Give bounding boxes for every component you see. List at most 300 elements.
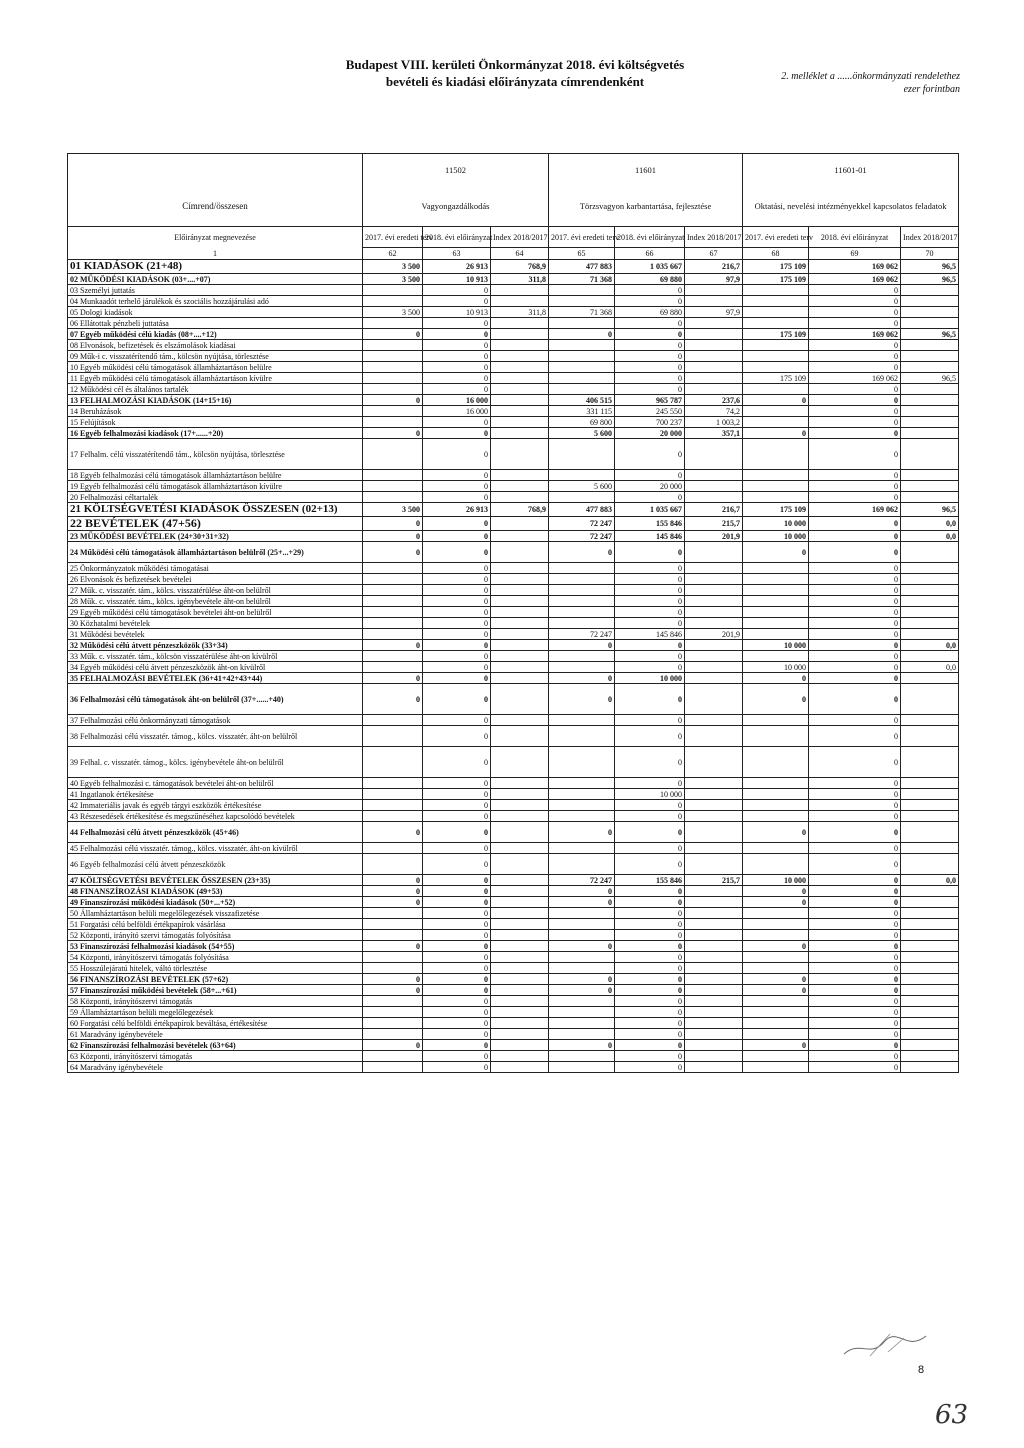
cell-value: 0 xyxy=(809,296,901,307)
cell-value xyxy=(549,930,615,941)
table-row xyxy=(68,470,959,481)
cell-value xyxy=(363,296,423,307)
cell-value xyxy=(743,417,809,428)
cell-value xyxy=(363,1007,423,1018)
cell-value: 0 xyxy=(809,854,901,875)
cell-value xyxy=(491,340,549,351)
cell-value xyxy=(685,651,743,662)
cell-value xyxy=(491,952,549,963)
cell-value: 0 xyxy=(809,607,901,618)
cell-value xyxy=(549,373,615,384)
cell-value: 0 xyxy=(809,1007,901,1018)
cell-value xyxy=(549,843,615,854)
cell-value xyxy=(685,285,743,296)
cell-value: 0 xyxy=(615,1040,685,1051)
cell-value: 0 xyxy=(363,395,423,406)
table-row xyxy=(68,800,959,811)
cell-value: 3 500 xyxy=(363,274,423,285)
cell-value: 0 xyxy=(423,373,491,384)
cell-value: 0 xyxy=(423,789,491,800)
row-label: 46 Egyéb felhalmozási célú átvett pénzeszközök xyxy=(68,854,363,875)
cell-value: 0 xyxy=(423,492,491,503)
cell-value: 10 913 xyxy=(423,274,491,285)
row-label: 29 Egyéb működési célú támogatások bevételei áht-on belülről xyxy=(68,607,363,618)
cell-value: 0 xyxy=(809,492,901,503)
cell-value xyxy=(743,406,809,417)
cell-value: 768,9 xyxy=(491,503,549,517)
table-row xyxy=(68,542,959,563)
cell-value xyxy=(743,1051,809,1062)
cell-value: 0 xyxy=(615,1018,685,1029)
cell-value xyxy=(901,886,959,897)
cell-value xyxy=(491,800,549,811)
row-label: 36 Felhalmozási célú támogatások áht-on belülről (37+......+40) xyxy=(68,684,363,715)
cell-value xyxy=(743,439,809,470)
cell-value: 0 xyxy=(615,800,685,811)
cell-value xyxy=(901,789,959,800)
cell-value xyxy=(491,886,549,897)
cell-value xyxy=(743,1007,809,1018)
cell-value xyxy=(743,563,809,574)
cell-value: 0 xyxy=(809,574,901,585)
cell-value: 0 xyxy=(743,428,809,439)
cell-value: 0 xyxy=(809,542,901,563)
table-row xyxy=(68,941,959,952)
cell-value xyxy=(901,930,959,941)
sub-header: Index 2018/2017 xyxy=(901,227,959,248)
cell-value: 0 xyxy=(549,941,615,952)
cell-value xyxy=(549,1007,615,1018)
cell-value xyxy=(491,351,549,362)
cell-value xyxy=(901,1007,959,1018)
cell-value xyxy=(743,607,809,618)
cell-value xyxy=(901,351,959,362)
cell-value: 0 xyxy=(615,651,685,662)
row-label: 33 Műk. c. visszatér. tám., kölcsön visszatérülése áht-on kívülről xyxy=(68,651,363,662)
cell-value xyxy=(549,596,615,607)
cell-value xyxy=(491,542,549,563)
cell-value xyxy=(685,919,743,930)
table-row xyxy=(68,726,959,747)
cell-value xyxy=(901,340,959,351)
cell-value xyxy=(491,417,549,428)
cell-value xyxy=(491,726,549,747)
row-label: 16 Egyéb felhalmozási kiadások (17+......+20) xyxy=(68,428,363,439)
cell-value xyxy=(685,985,743,996)
cell-value xyxy=(685,952,743,963)
cell-value: 477 883 xyxy=(549,260,615,274)
cell-value: 0 xyxy=(615,1007,685,1018)
cell-value xyxy=(901,673,959,684)
cell-value xyxy=(743,285,809,296)
cell-value xyxy=(363,952,423,963)
cell-value xyxy=(491,908,549,919)
cell-value: 0 xyxy=(363,542,423,563)
group-name: Törzsvagyon karbantartása, fejlesztése xyxy=(549,186,743,227)
cell-value: 175 109 xyxy=(743,503,809,517)
row-label: 18 Egyéb felhalmozási célú támogatások államháztartáson belülre xyxy=(68,470,363,481)
cell-value: 0 xyxy=(363,822,423,843)
cell-value xyxy=(549,800,615,811)
cell-value xyxy=(901,897,959,908)
cell-value xyxy=(363,908,423,919)
cell-value: 0 xyxy=(363,897,423,908)
cell-value xyxy=(491,618,549,629)
cell-value xyxy=(363,811,423,822)
cell-value xyxy=(363,662,423,673)
cell-value: 0 xyxy=(549,886,615,897)
cell-value: 0 xyxy=(809,908,901,919)
row-label: 19 Egyéb felhalmozási célú támogatások államháztartáson kívülre xyxy=(68,481,363,492)
cell-value xyxy=(549,470,615,481)
cell-value xyxy=(743,952,809,963)
cell-value xyxy=(901,1040,959,1051)
cell-value: 406 515 xyxy=(549,395,615,406)
table-row xyxy=(68,428,959,439)
row-label: 43 Részesedések értékesítése és megszűnéséhez kapcsolódó bevételek xyxy=(68,811,363,822)
cell-value: 0 xyxy=(615,585,685,596)
cell-value: 0 xyxy=(549,822,615,843)
cell-value xyxy=(685,329,743,340)
cell-value: 0,0 xyxy=(901,531,959,542)
row-label: 22 BEVÉTELEK (47+56) xyxy=(68,517,363,531)
row-label: 53 Finanszírozási felhalmozási kiadások (54+55) xyxy=(68,941,363,952)
cell-value: 0 xyxy=(809,481,901,492)
cell-value: 69 800 xyxy=(549,417,615,428)
cell-value xyxy=(685,822,743,843)
cell-value: 0 xyxy=(809,963,901,974)
cell-value: 5 600 xyxy=(549,481,615,492)
cell-value xyxy=(491,919,549,930)
col-number: 69 xyxy=(809,248,901,260)
cell-value xyxy=(685,800,743,811)
cell-value xyxy=(685,362,743,373)
row-label: 26 Elvonások és befizetések bevételei xyxy=(68,574,363,585)
cell-value xyxy=(685,640,743,651)
cell-value xyxy=(491,747,549,778)
cell-value xyxy=(901,778,959,789)
cell-value xyxy=(743,596,809,607)
cell-value: 0 xyxy=(615,715,685,726)
cell-value: 331 115 xyxy=(549,406,615,417)
page-title xyxy=(300,56,730,90)
cell-value: 0 xyxy=(423,1051,491,1062)
cell-value: 0 xyxy=(423,542,491,563)
table-row xyxy=(68,1051,959,1062)
row-label: 52 Központi, irányító szervi támogatás folyósítása xyxy=(68,930,363,941)
cell-value: 0 xyxy=(809,470,901,481)
table-row xyxy=(68,585,959,596)
cell-value xyxy=(363,318,423,329)
table-row xyxy=(68,778,959,789)
cell-value: 0 xyxy=(809,351,901,362)
cell-value: 0 xyxy=(809,395,901,406)
cell-value: 0 xyxy=(809,596,901,607)
cell-value xyxy=(901,574,959,585)
cell-value: 0 xyxy=(743,974,809,985)
cell-value: 0 xyxy=(615,362,685,373)
cell-value: 0 xyxy=(743,822,809,843)
row-label: 08 Elvonások, befizetések és elszámolások kiadásai xyxy=(68,340,363,351)
cell-value xyxy=(743,384,809,395)
cell-value xyxy=(549,811,615,822)
cell-value xyxy=(685,1040,743,1051)
cell-value: 20 000 xyxy=(615,481,685,492)
cell-value xyxy=(363,585,423,596)
cell-value xyxy=(901,1051,959,1062)
cell-value xyxy=(685,974,743,985)
cell-value: 965 787 xyxy=(615,395,685,406)
cell-value: 0 xyxy=(423,417,491,428)
cell-value: 0 xyxy=(615,897,685,908)
col-number: 70 xyxy=(901,248,959,260)
table-row xyxy=(68,854,959,875)
cell-value: 175 109 xyxy=(743,274,809,285)
row-label: 11 Egyéb működési célú támogatások államháztartáson kívülre xyxy=(68,373,363,384)
cell-value xyxy=(363,726,423,747)
row-label: 62 Finanszírozási felhalmozási bevételek (63+64) xyxy=(68,1040,363,1051)
cell-value: 0 xyxy=(423,351,491,362)
cell-value: 0 xyxy=(809,941,901,952)
row-label: 57 Finanszírozási működési bevételek (58+...+61) xyxy=(68,985,363,996)
cell-value xyxy=(491,563,549,574)
row-label: 35 FELHALMOZÁSI BEVÉTELEK (36+41+42+43+44) xyxy=(68,673,363,684)
cell-value: 0 xyxy=(615,1051,685,1062)
table-row xyxy=(68,481,959,492)
cell-value xyxy=(901,492,959,503)
cell-value: 0 xyxy=(615,662,685,673)
cell-value xyxy=(901,406,959,417)
cell-value xyxy=(743,1018,809,1029)
row-label: 31 Működési bevételek xyxy=(68,629,363,640)
cell-value: 0 xyxy=(615,919,685,930)
cell-value: 216,7 xyxy=(685,260,743,274)
cell-value xyxy=(549,996,615,1007)
sub-header-row xyxy=(68,227,959,248)
cell-value xyxy=(363,1062,423,1073)
cell-value xyxy=(549,651,615,662)
cell-value: 0 xyxy=(615,542,685,563)
sub-header: 2017. évi eredeti terv xyxy=(549,227,615,248)
group-code-row xyxy=(68,154,959,187)
cell-value xyxy=(549,662,615,673)
cell-value xyxy=(685,1051,743,1062)
cell-value xyxy=(685,996,743,1007)
cell-value xyxy=(685,1018,743,1029)
cell-value xyxy=(491,1062,549,1073)
cell-value xyxy=(685,1029,743,1040)
cell-value xyxy=(901,563,959,574)
cell-value: 0 xyxy=(423,340,491,351)
cell-value: 0 xyxy=(423,428,491,439)
table-row xyxy=(68,1040,959,1051)
cell-value xyxy=(549,318,615,329)
cell-value: 0 xyxy=(615,952,685,963)
cell-value xyxy=(743,1029,809,1040)
cell-value xyxy=(363,919,423,930)
table-row xyxy=(68,417,959,428)
cell-value: 1 035 667 xyxy=(615,260,685,274)
table-row xyxy=(68,875,959,886)
row-label: 04 Munkaadót terhelő járulékok és szociális hozzájárulási adó xyxy=(68,296,363,307)
cell-value: 0 xyxy=(423,726,491,747)
cell-value xyxy=(491,789,549,800)
row-label: 60 Forgatási célú belföldi értékpapírok beváltása, értékesítése xyxy=(68,1018,363,1029)
cell-value: 0 xyxy=(809,800,901,811)
cell-value xyxy=(363,789,423,800)
cell-value: 0 xyxy=(615,908,685,919)
cell-value xyxy=(491,662,549,673)
cell-value xyxy=(549,908,615,919)
cell-value xyxy=(549,607,615,618)
cell-value xyxy=(491,607,549,618)
cell-value xyxy=(549,1029,615,1040)
cell-value xyxy=(685,470,743,481)
cell-value xyxy=(743,800,809,811)
cell-value: 0 xyxy=(423,1007,491,1018)
table-row xyxy=(68,340,959,351)
cell-value xyxy=(685,585,743,596)
cell-value xyxy=(491,585,549,596)
cell-value xyxy=(363,470,423,481)
cell-value xyxy=(901,963,959,974)
cell-value xyxy=(491,481,549,492)
cell-value: 0 xyxy=(615,684,685,715)
table-row xyxy=(68,395,959,406)
cell-value: 215,7 xyxy=(685,875,743,886)
cell-value: 169 062 xyxy=(809,373,901,384)
cell-value: 0 xyxy=(423,662,491,673)
table-row xyxy=(68,1007,959,1018)
cell-value xyxy=(685,963,743,974)
cell-value: 0,0 xyxy=(901,875,959,886)
cell-value xyxy=(901,726,959,747)
handwritten-page-number: 63 xyxy=(935,1400,969,1430)
cell-value: 72 247 xyxy=(549,517,615,531)
cell-value: 1 035 667 xyxy=(615,503,685,517)
cell-value xyxy=(363,285,423,296)
table-row xyxy=(68,789,959,800)
cell-value: 0 xyxy=(363,985,423,996)
cell-value: 357,1 xyxy=(685,428,743,439)
cell-value xyxy=(491,930,549,941)
cell-value xyxy=(901,417,959,428)
cell-value: 0 xyxy=(363,428,423,439)
cell-value: 0 xyxy=(743,673,809,684)
row-label: 42 Immateriális javak és egyéb tárgyi eszközök értékesítése xyxy=(68,800,363,811)
table-row xyxy=(68,607,959,618)
table-row xyxy=(68,596,959,607)
cell-value xyxy=(363,384,423,395)
cell-value xyxy=(901,607,959,618)
cell-value: 0 xyxy=(423,985,491,996)
cell-value xyxy=(901,996,959,1007)
table-row xyxy=(68,285,959,296)
cell-value xyxy=(363,596,423,607)
row-label: 15 Felújítások xyxy=(68,417,363,428)
sub-header: 2018. évi előirányzat xyxy=(615,227,685,248)
cell-value: 96,5 xyxy=(901,274,959,285)
cell-value xyxy=(743,481,809,492)
table-row xyxy=(68,563,959,574)
cell-value: 16 000 xyxy=(423,395,491,406)
cell-value: 0 xyxy=(809,585,901,596)
cell-value: 0 xyxy=(809,673,901,684)
cell-value xyxy=(363,963,423,974)
cell-value: 0 xyxy=(615,285,685,296)
cell-value xyxy=(901,618,959,629)
cell-value: 0 xyxy=(809,1029,901,1040)
cell-value xyxy=(901,684,959,715)
cell-value xyxy=(685,596,743,607)
row-label: 51 Forgatási célú belföldi értékpapírok vásárlása xyxy=(68,919,363,930)
cell-value: 0 xyxy=(423,715,491,726)
cell-value xyxy=(491,470,549,481)
cell-value xyxy=(685,673,743,684)
cell-value xyxy=(743,492,809,503)
cell-value: 71 368 xyxy=(549,274,615,285)
cell-value: 3 500 xyxy=(363,260,423,274)
cell-value: 311,8 xyxy=(491,274,549,285)
cell-value: 0 xyxy=(615,640,685,651)
row-label: 32 Működési célú átvett pénzeszközök (33+34) xyxy=(68,640,363,651)
cell-value: 0 xyxy=(809,531,901,542)
cell-value: 0 xyxy=(809,629,901,640)
cell-value xyxy=(491,329,549,340)
cell-value xyxy=(491,974,549,985)
cell-value: 0 xyxy=(423,1018,491,1029)
cell-value xyxy=(363,351,423,362)
cell-value: 169 062 xyxy=(809,274,901,285)
row-label: 07 Egyéb működési célú kiadás (08+....+12) xyxy=(68,329,363,340)
cell-value: 216,7 xyxy=(685,503,743,517)
cell-value: 97,9 xyxy=(685,307,743,318)
cell-value xyxy=(743,715,809,726)
cell-value: 0,0 xyxy=(901,640,959,651)
cell-value xyxy=(363,406,423,417)
cell-value xyxy=(549,585,615,596)
sub-header: Index 2018/2017 xyxy=(491,227,549,248)
cell-value xyxy=(743,996,809,1007)
cell-value xyxy=(685,373,743,384)
sub-header: 2018. évi előirányzat xyxy=(809,227,901,248)
table-row xyxy=(68,651,959,662)
row-label: 21 KÖLTSÉGVETÉSI KIADÁSOK ÖSSZESEN (02+13) xyxy=(68,503,363,517)
table-row xyxy=(68,843,959,854)
cell-value xyxy=(901,919,959,930)
cell-value xyxy=(363,481,423,492)
cell-value: 0 xyxy=(423,897,491,908)
table-row xyxy=(68,886,959,897)
cell-value xyxy=(491,897,549,908)
cell-value xyxy=(363,362,423,373)
cell-value: 0 xyxy=(809,726,901,747)
cell-value: 0 xyxy=(423,886,491,897)
cell-value: 0 xyxy=(363,941,423,952)
cell-value xyxy=(901,908,959,919)
cell-value: 0 xyxy=(809,651,901,662)
cell-value: 0 xyxy=(615,296,685,307)
cell-value xyxy=(901,439,959,470)
row-label: 39 Felhal. c. visszatér. támog., kölcs. igénybevétele áht-on belülről xyxy=(68,747,363,778)
row-label: 37 Felhalmozási célú önkormányzati támogatások xyxy=(68,715,363,726)
cell-value xyxy=(685,296,743,307)
cell-value xyxy=(685,607,743,618)
cell-value: 0 xyxy=(809,843,901,854)
cell-value: 0 xyxy=(423,963,491,974)
row-label: 45 Felhalmozási célú visszatér. támog., kölcs. visszatér. áht-on kívülről xyxy=(68,843,363,854)
col-number: 68 xyxy=(743,248,809,260)
